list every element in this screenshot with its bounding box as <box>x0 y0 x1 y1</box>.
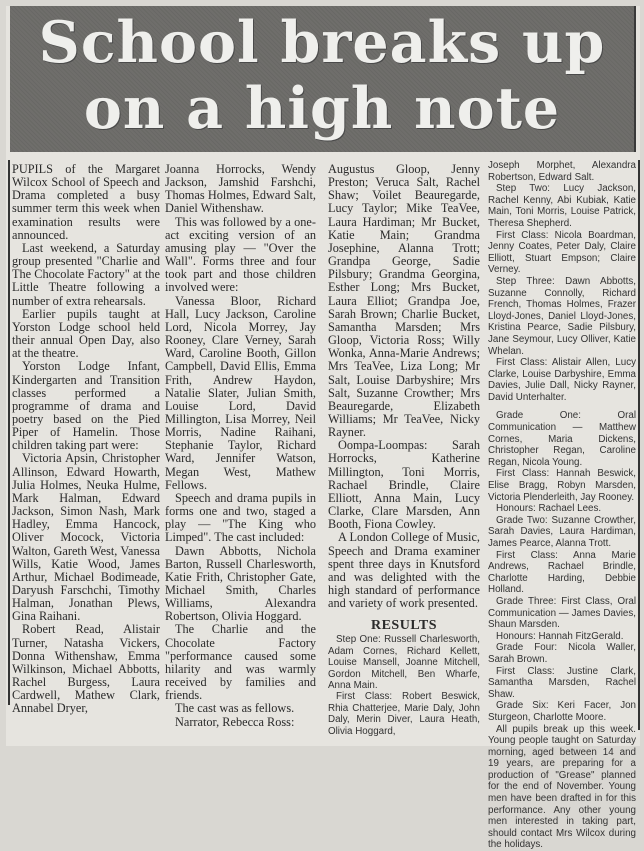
paragraph: Narrator, Rebecca Ross: <box>165 716 316 729</box>
results-list <box>328 634 480 737</box>
result-entry: First Class: Robert Beswick, Rhia Chatterjee, Marie Daly, John Daly, Merin Diver, Laura Heath, Olivia Hoggard, <box>328 691 480 737</box>
article-column-4 <box>488 160 636 851</box>
result-entry: Grade One: Oral Communication — Matthew Cornes, Maria Dickens, Christopher Regan, Caroline Regan, Nicola Young. <box>488 410 636 468</box>
paragraph: Robert Read, Alistair Turner, Natasha Vickers, Donna Withenshaw, Emma Wilkinson, Michael Abbotts, Rachel Burgess, Laura Cardwell, Mathew Clark, Annabel Dryer, <box>12 623 160 715</box>
result-entry: First Class: Anna Marie Andrews, Rachael Brindle, Charlotte Harding, Debbie Holland. <box>488 550 636 596</box>
article-column-3 <box>328 163 480 737</box>
result-entry: Grade Four: Nicola Waller, Sarah Brown. <box>488 642 636 665</box>
paragraph: Speech and drama pupils in forms one and two, staged a play — "The King who Limped". The cast included: <box>165 492 316 545</box>
paragraph: The Charlie and the Chocolate Factory "performance caused some hilarity and was warmly received by families and friends. <box>165 623 316 702</box>
headline-line-2: on a high note <box>10 76 634 142</box>
headline-line-1: School breaks up <box>10 10 634 76</box>
paragraph: Earlier pupils taught at Yorston Lodge school held their annual Open Day, also at the theatre. <box>12 308 160 361</box>
result-entry: First Class: Justine Clark, Samantha Marsden, Rachel Shaw. <box>488 666 636 701</box>
result-entry: Grade Three: First Class, Oral Communication — James Davies, Shaun Marsden. <box>488 596 636 631</box>
result-entry: Grade Six: Keri Facer, Jon Sturgeon, Charlotte Moore. <box>488 700 636 723</box>
result-entry: Grade Two: Suzanne Crowther, Sarah Davies, Laura Hardiman, James Pearce, Alanna Trott. <box>488 515 636 550</box>
result-entry: Honours: Rachael Lees. <box>488 503 636 515</box>
paragraph: Augustus Gloop, Jenny Preston; Veruca Salt, Rachel Shaw; Voilet Beauregarde, Lucy Taylor; Mike TeaVee, Laura Hardiman; Mr Bucket, Katie Main; Grandma Josephine, Alanna Trott; Grandpa George, Sadie Pilsbury; Grandma Georgina, Esther Long; Mrs Bucket, Laura Elliot; Grandpa Joe, Sarah Brown; Charlie Bucket, Samantha Marsden; Mrs Gloop, Victoria Ross; Willy Wonka, Anna-Marie Andrews; Mrs TeaVee, Liza Long; Mr Salt, Louise Darbyshire; Mrs Salt, Suzanne Crowther; Mrs Beauregarde, Elizabeth Williams; Mr TeaVee, Nicky Rayner. <box>328 163 480 439</box>
results-heading: RESULTS <box>328 618 480 634</box>
paragraph: Yorston Lodge Infant, Kindergarten and Transition classes performed a programme of drama and poetry based on the Pied Piper of Hamelin. Those children taking part were: <box>12 360 160 452</box>
paragraph: A London College of Music, Speech and Drama examiner spent three days in Knutsford and was delighted with the high standard of performance and variety of work presented. <box>328 531 480 610</box>
result-entry: Step One: Russell Charlesworth, Adam Cornes, Richard Kellett, Louise Mansell, Joanne Mitchell, Gordon Mitchell, Ben Wharfe, Anna Main. <box>328 634 480 691</box>
paragraph: Oompa-Loompas: Sarah Horrocks, Katherine Millington, Toni Morris, Rachael Brindle, Claire Elliott, Anna Main, Lucy Clarke, Clare Marsden, Ann Booth, Fiona Cowley. <box>328 439 480 531</box>
left-column-rule <box>8 160 10 705</box>
result-entry: First Class: Nicola Boardman, Jenny Coates, Peter Daly, Claire Elliott, Stuart Empson; Claire Verney. <box>488 230 636 276</box>
paragraph: Dawn Abbotts, Nichola Barton, Russell Charlesworth, Katie Frith, Christopher Gate, Michael Smith, Charles Williams, Alexandra Robertson, Olivia Hoggard. <box>165 545 316 624</box>
result-entry: First Class: Hannah Beswick, Elise Bragg, Robyn Marsden, Victoria Plenderleith, Jay Rooney. <box>488 468 636 503</box>
paragraph: Victoria Apsin, Christopher Allinson, Edward Howarth, Julia Holmes, Neuka Hulme, Mark Halman, Edward Jackson, Simon Nash, Mark Hadley, Emma Hancock, Oliver Mocock, Victoria Walton, Gareth West, Vanessa Wills, Katie Wood, James Arthur, Michael Bodimeade, Daryush Farschchi, Timothy Halman, Jonathan Plews, Gina Raihani. <box>12 452 160 623</box>
article-column-2 <box>165 163 316 729</box>
paragraph: PUPILS of the Margaret Wilcox School of Speech and Drama completed a busy summer term this week when examination results were announced. <box>12 163 160 242</box>
paragraph: This was followed by a one-act exciting version of an amusing play — "Over the Wall". Forms three and four took part and those children involved were: <box>165 216 316 295</box>
paragraph: Last weekend, a Saturday group presented "Charlie and The Chocolate Factory" at the Little Theatre following a number of extra rehearsals. <box>12 242 160 308</box>
article-column-1 <box>12 163 160 716</box>
closing-paragraph: All pupils break up this week. Young people taught on Saturday morning, aged between 14 and 19 years, are preparing for a production of "Grease" planned for the end of November. Young men have been drafted in for this performance. Any other young men interested in taking part, should contact Mrs Wilcox during the holidays. <box>488 724 636 851</box>
paragraph: Vanessa Bloor, Richard Hall, Lucy Jackson, Caroline Lord, Nicola Morrey, Jay Rooney, Clare Verney, Sarah Ward, Caroline Booth, Gillon Campbell, David Ellis, Emma Frith, Andrew Haydon, Natalie Slater, Julian Smith, Louise Lord, David Millington, Lisa Morrey, Neil Morris, Nadine Raihani, Stephanie Taylor, Richard Ward, Jennifer Watson, Megan West, Mathew Fellows. <box>165 295 316 492</box>
headline-banner <box>10 6 636 152</box>
result-entry: Step Two: Lucy Jackson, Rachel Kenny, Abi Kubiak, Katie Main, Toni Morris, Louise Patrick, Theresa Shepherd. <box>488 183 636 229</box>
result-entry: Honours: Hannah FitzGerald. <box>488 631 636 643</box>
result-entry: Step Three: Dawn Abbotts, Suzanne Connolly, Richard French, Thomas Holmes, Frazer Lloyd-Jones, Daniel Lloyd-Jones, Kristina Pearce, Sadie Pilsbury, Jane Seymour, Lucy Olliver, Katie Whelan. <box>488 276 636 357</box>
paragraph: Joanna Horrocks, Wendy Jackson, Jamshid Farshchi, Thomas Holmes, Edward Salt, Daniel Withenshaw. <box>165 163 316 216</box>
headline <box>10 6 634 142</box>
right-column-rule <box>638 160 640 730</box>
paragraph: The cast was as fellows. <box>165 702 316 715</box>
result-entry: Joseph Morphet, Alexandra Robertson, Edward Salt. <box>488 160 636 183</box>
result-entry: First Class: Alistair Allen, Lucy Clarke, Louise Darbyshire, Emma Davies, Julie Dall, Nicky Rayner, David Unterhalter. <box>488 357 636 403</box>
